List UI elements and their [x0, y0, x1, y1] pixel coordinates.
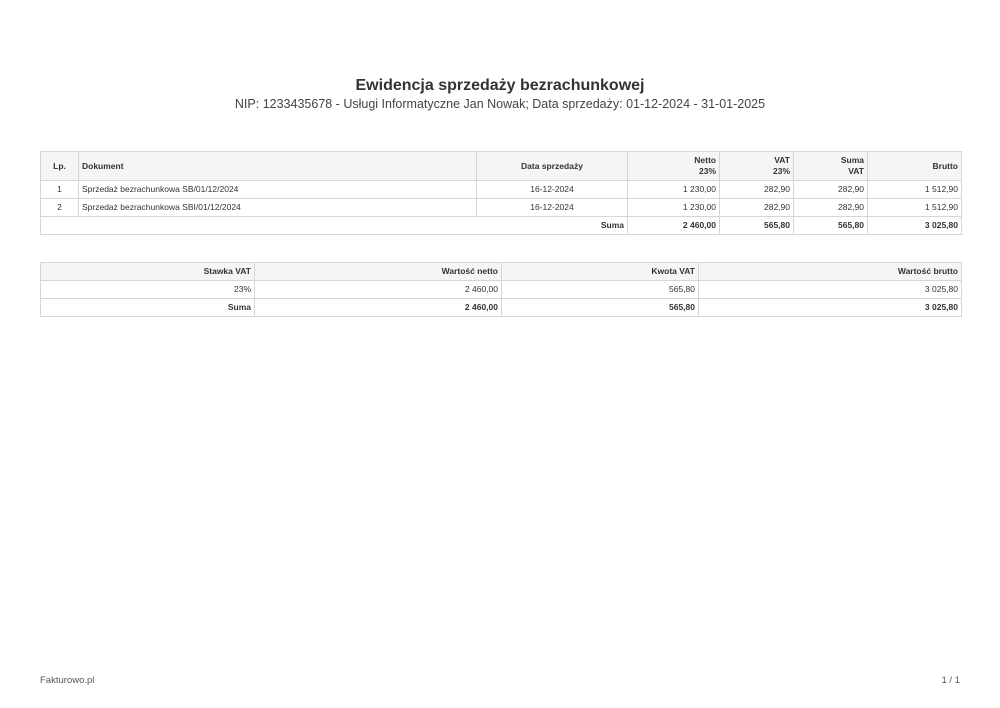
report-header [0, 76, 1000, 113]
header-sum-vat [794, 152, 868, 181]
sales-table [40, 151, 962, 235]
sales-total-row [41, 217, 962, 235]
header-netto [628, 152, 720, 181]
summary-total-vat: 565,80 [502, 299, 699, 317]
total-label: Suma [41, 217, 628, 235]
cell-document: Sprzedaż bezrachunkowa SBI/01/12/2024 [79, 199, 477, 217]
cell-vat-amount: 565,80 [502, 281, 699, 299]
cell-lp: 2 [41, 199, 79, 217]
report-subtitle: NIP: 1233435678 - Usługi Informatyczne Jan Nowak; Data sprzedaży: 01-12-2024 - 31-01-2025 [234, 97, 766, 111]
cell-sum-vat: 282,90 [794, 199, 868, 217]
header-net-value: Wartość netto [255, 263, 502, 281]
header-vat-rate: Stawka VAT [41, 263, 255, 281]
table-row [41, 181, 962, 199]
header-vat-amount: Kwota VAT [502, 263, 699, 281]
header-brutto: Brutto [868, 152, 962, 181]
table-row [41, 281, 962, 299]
sales-table-header-row [41, 152, 962, 181]
header-date: Data sprzedaży [477, 152, 628, 181]
summary-total-gross: 3 025,80 [699, 299, 962, 317]
cell-netto: 1 230,00 [628, 181, 720, 199]
report-title: Ewidencja sprzedaży bezrachunkowej [355, 77, 645, 94]
summary-total-label: Suma [41, 299, 255, 317]
vat-summary-table [40, 262, 962, 317]
total-sum-vat: 565,80 [794, 217, 868, 235]
header-sum-vat-line2: VAT [848, 166, 864, 176]
cell-vat: 282,90 [720, 181, 794, 199]
header-gross-value: Wartość brutto [699, 263, 962, 281]
header-netto-rate: 23% [698, 166, 716, 176]
header-vat-label: VAT [774, 155, 790, 165]
cell-lp: 1 [41, 181, 79, 199]
header-netto-label: Netto [694, 155, 716, 165]
page-number: 1 / 1 [941, 675, 960, 686]
cell-vat-rate: 23% [41, 281, 255, 299]
cell-brutto: 1 512,90 [868, 199, 962, 217]
summary-header-row [41, 263, 962, 281]
cell-net-value: 2 460,00 [255, 281, 502, 299]
total-brutto: 3 025,80 [868, 217, 962, 235]
cell-date: 16-12-2024 [477, 199, 628, 217]
footer-brand: Fakturowo.pl [40, 675, 95, 686]
header-document: Dokument [79, 152, 477, 181]
summary-total-net: 2 460,00 [255, 299, 502, 317]
cell-gross-value: 3 025,80 [699, 281, 962, 299]
summary-total-row [41, 299, 962, 317]
cell-netto: 1 230,00 [628, 199, 720, 217]
header-vat-rate: 23% [772, 166, 790, 176]
cell-sum-vat: 282,90 [794, 181, 868, 199]
table-row [41, 199, 962, 217]
cell-vat: 282,90 [720, 199, 794, 217]
header-vat [720, 152, 794, 181]
header-lp: Lp. [41, 152, 79, 181]
cell-document: Sprzedaż bezrachunkowa SB/01/12/2024 [79, 181, 477, 199]
total-vat: 565,80 [720, 217, 794, 235]
total-netto: 2 460,00 [628, 217, 720, 235]
header-sum-vat-line1: Suma [840, 155, 864, 165]
cell-date: 16-12-2024 [477, 181, 628, 199]
cell-brutto: 1 512,90 [868, 181, 962, 199]
